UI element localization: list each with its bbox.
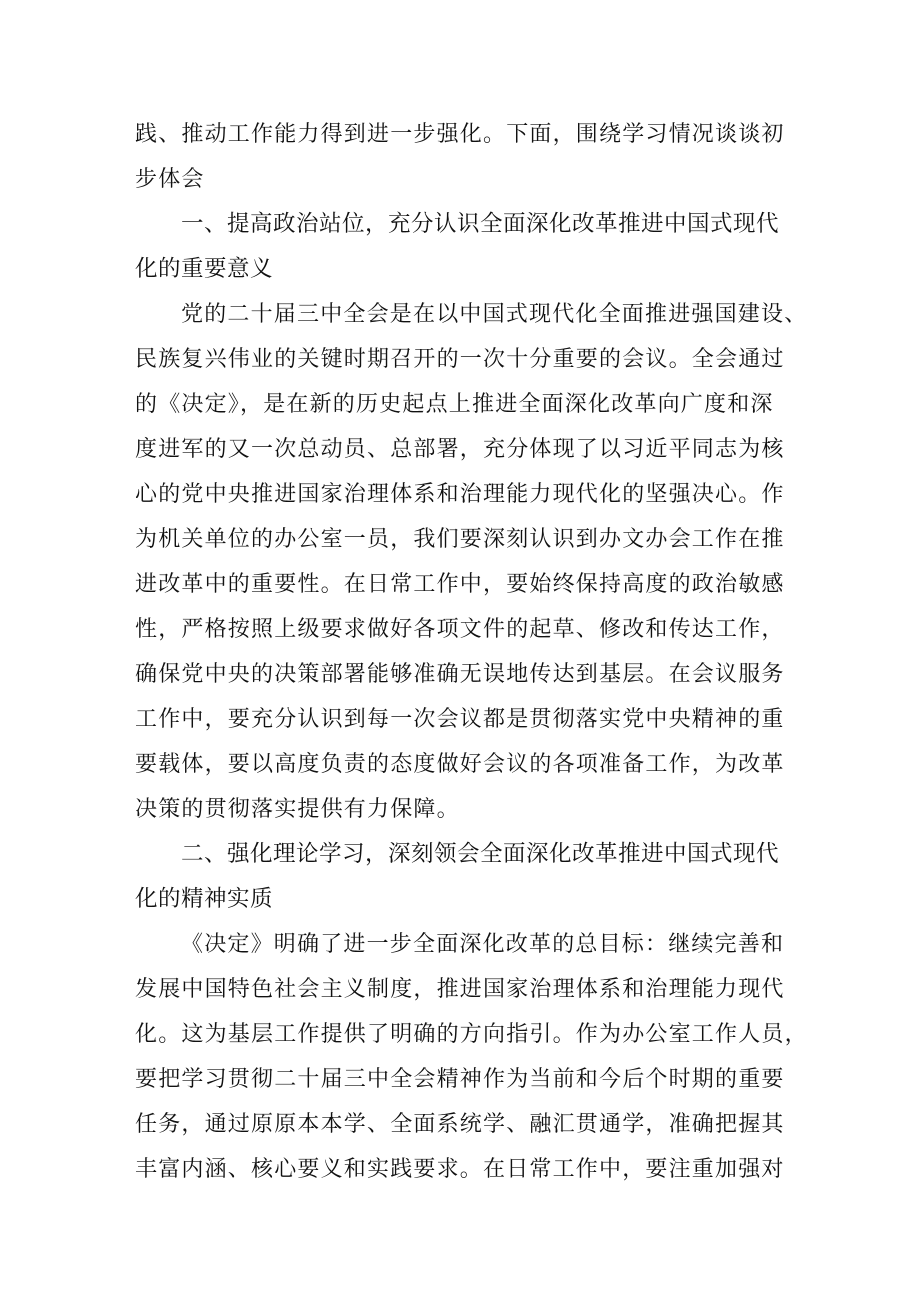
section2-heading-line-1: 二、强化理论学习，深刻领会全面深化改革推进中国式现代 [181,841,780,867]
section1-paragraph-line: 心的党中央推进国家治理体系和治理能力现代化的坚强决心。作 [135,482,785,507]
section1-paragraph-line: 党的二十届三中全会是在以中国式现代化全面推进强国建设、 [181,302,808,327]
section1-paragraph-line: 要载体，要以高度负责的态度做好会议的各项准备工作，为改革 [135,752,785,777]
section1-paragraph-line: 性，严格按照上级要求做好各项文件的起草、修改和传达工作， [135,617,785,642]
section1-paragraph-line: 进改革中的重要性。在日常工作中，要始终保持高度的政治敏感 [135,572,785,597]
section2-paragraph-line: 任务，通过原原本本学、全面系统学、融汇贯通学，准确把握其 [135,1112,785,1137]
section1-heading-line-1: 一、提高政治站位，充分认识全面深化改革推进中国式现代 [181,211,780,237]
section1-paragraph-line: 决策的贯彻落实提供有力保障。 [135,797,460,822]
section1-paragraph-line: 确保党中央的决策部署能够准确无误地传达到基层。在会议服务 [135,662,785,687]
section1-paragraph-line: 的《决定》，是在新的历史起点上推进全面深化改革向广度和深 [135,392,774,417]
section2-paragraph-line: 要把学习贯彻二十届三中全会精神作为当前和今后个时期的重要 [135,1067,785,1092]
section2-paragraph-line: 《决定》明确了进一步全面深化改革的总目标：继续完善和 [181,932,785,957]
section1-paragraph-line: 民族复兴伟业的关键时期召开的一次十分重要的会议。全会通过 [135,347,785,372]
intro-line-2: 步体会 [135,167,205,192]
intro-line-1: 践、推动工作能力得到进一步强化。下面，围绕学习情况谈谈初 [135,122,785,147]
section2-heading-line-2: 化的精神实质 [135,886,274,912]
section2-paragraph-line: 化。这为基层工作提供了明确的方向指引。作为办公室工作人员， [135,1022,808,1047]
section1-paragraph-line: 为机关单位的办公室一员，我们要深刻认识到办文办会工作在推 [135,527,785,552]
document-page [135,112,808,1192]
section2-paragraph-line: 发展中国特色社会主义制度，推进国家治理体系和治理能力现代 [135,977,785,1002]
section1-paragraph-line: 工作中，要充分认识到每一次会议都是贯彻落实党中央精神的重 [135,707,785,732]
section2-paragraph-line: 丰富内涵、核心要义和实践要求。在日常工作中，要注重加强对 [135,1157,785,1182]
section1-heading-line-2: 化的重要意义 [135,256,274,282]
section1-paragraph-line: 度进军的又一次总动员、总部署，充分体现了以习近平同志为核 [135,437,785,462]
